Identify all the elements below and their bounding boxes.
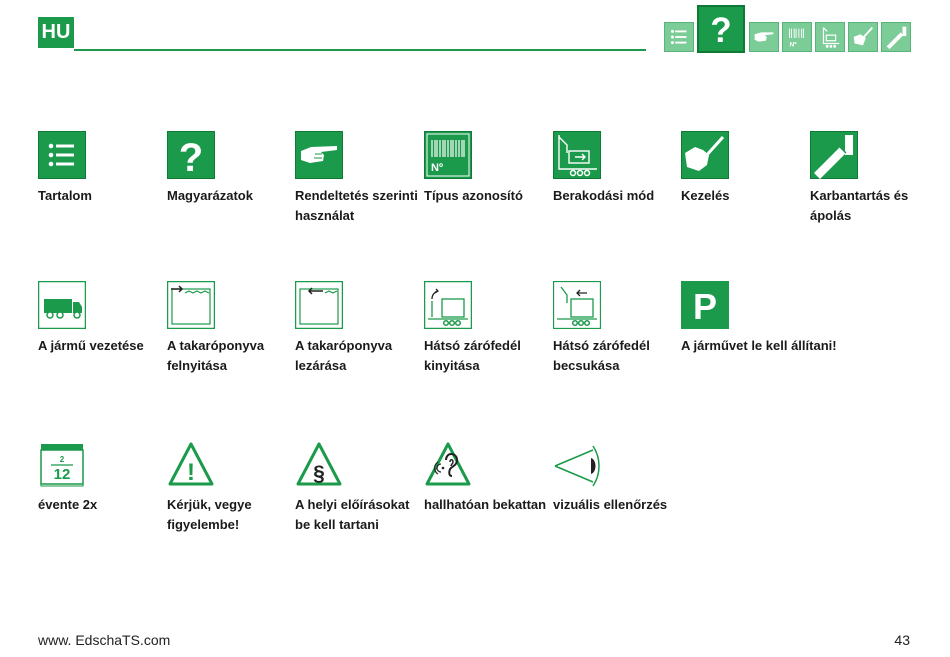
loading-icon <box>816 23 844 51</box>
pointing-hand-icon <box>750 23 778 51</box>
tarp-close-icon <box>295 281 343 329</box>
item-contents <box>38 131 163 206</box>
item-visual-check <box>553 440 678 515</box>
item-tarp-open <box>167 281 292 376</box>
nav-explanations-button[interactable] <box>697 5 745 53</box>
item-parking <box>681 281 861 356</box>
item-maintenance <box>810 131 935 226</box>
item-driving <box>38 281 163 356</box>
item-tailgate-close <box>553 281 678 376</box>
question-icon <box>167 131 215 179</box>
item-label: Hátsó zárófedél becsukása <box>553 338 650 373</box>
list-icon <box>665 23 693 51</box>
tailgate-open-icon <box>424 281 472 329</box>
item-label: hallhatóan bekattan <box>424 497 547 512</box>
nav-type-id-button[interactable] <box>782 22 812 52</box>
item-label: Magyarázatok <box>167 188 253 203</box>
item-explanations <box>167 131 292 206</box>
item-intended-use <box>295 131 420 226</box>
nav-contents-button[interactable] <box>664 22 694 52</box>
calendar-icon <box>38 440 86 488</box>
svg-text:P: P <box>692 286 718 327</box>
item-label: Hátsó zárófedél kinyitása <box>424 338 521 373</box>
eye-icon <box>553 440 601 488</box>
svg-text:§: § <box>313 462 325 485</box>
nav-handling-button[interactable] <box>848 22 878 52</box>
maintenance-icon <box>810 131 858 179</box>
item-label: A helyi előírásokat be kell tartani <box>295 497 410 532</box>
item-label: vizuális ellenőrzés <box>553 497 668 512</box>
question-icon <box>699 7 743 51</box>
svg-text:2: 2 <box>59 455 65 464</box>
item-label: A járművet le kell állítani! <box>681 338 837 353</box>
maintenance-icon <box>882 23 910 51</box>
item-label: Típus azonosító <box>424 188 523 203</box>
ear-icon <box>424 440 472 488</box>
warning-icon <box>167 440 215 488</box>
tailgate-close-icon <box>553 281 601 329</box>
nav-intended-use-button[interactable] <box>749 22 779 52</box>
svg-text:12: 12 <box>53 466 71 483</box>
parking-icon <box>681 281 729 329</box>
barcode-icon <box>424 131 472 179</box>
item-label: Kérjük, vegye figyelembe! <box>167 497 252 532</box>
item-label: Karbantartás és ápolás <box>810 188 909 223</box>
list-icon <box>38 131 86 179</box>
header-rule <box>74 49 646 51</box>
barcode-icon <box>783 23 811 51</box>
item-label: Kezelés <box>681 188 730 203</box>
tarp-open-icon <box>167 281 215 329</box>
item-label: Rendeltetés szerinti használat <box>295 188 418 223</box>
hand-tool-icon <box>849 23 877 51</box>
svg-text:Nº: Nº <box>431 162 443 174</box>
item-label: A takaróponyva felnyitása <box>167 338 265 373</box>
item-local-regulations <box>295 440 420 535</box>
item-label: A jármű vezetése <box>38 338 144 353</box>
svg-text:Nº: Nº <box>789 41 797 49</box>
hand-tool-icon <box>681 131 729 179</box>
svg-text:!: ! <box>187 459 195 486</box>
truck-icon <box>38 281 86 329</box>
language-badge: HU <box>38 17 74 48</box>
item-twice-yearly <box>38 440 163 515</box>
item-label: Berakodási mód <box>553 188 655 203</box>
item-type-id <box>424 131 549 206</box>
paragraph-icon <box>295 440 343 488</box>
item-label: Tartalom <box>38 188 92 203</box>
nav-loading-button[interactable] <box>815 22 845 52</box>
footer-url[interactable]: www. EdschaTS.com <box>38 632 171 648</box>
item-label: A takaróponyva lezárása <box>295 338 393 373</box>
item-label: évente 2x <box>38 497 98 512</box>
nav-maintenance-button[interactable] <box>881 22 911 52</box>
page-number: 43 <box>894 632 910 648</box>
pointing-hand-icon <box>295 131 343 179</box>
item-attention <box>167 440 292 535</box>
item-tarp-close <box>295 281 420 376</box>
loading-icon <box>553 131 601 179</box>
item-tailgate-open <box>424 281 549 376</box>
svg-text:?: ? <box>710 10 732 50</box>
item-handling <box>681 131 806 206</box>
item-audible-click <box>424 440 549 515</box>
item-loading-mode <box>553 131 678 206</box>
svg-text:?: ? <box>178 136 204 179</box>
